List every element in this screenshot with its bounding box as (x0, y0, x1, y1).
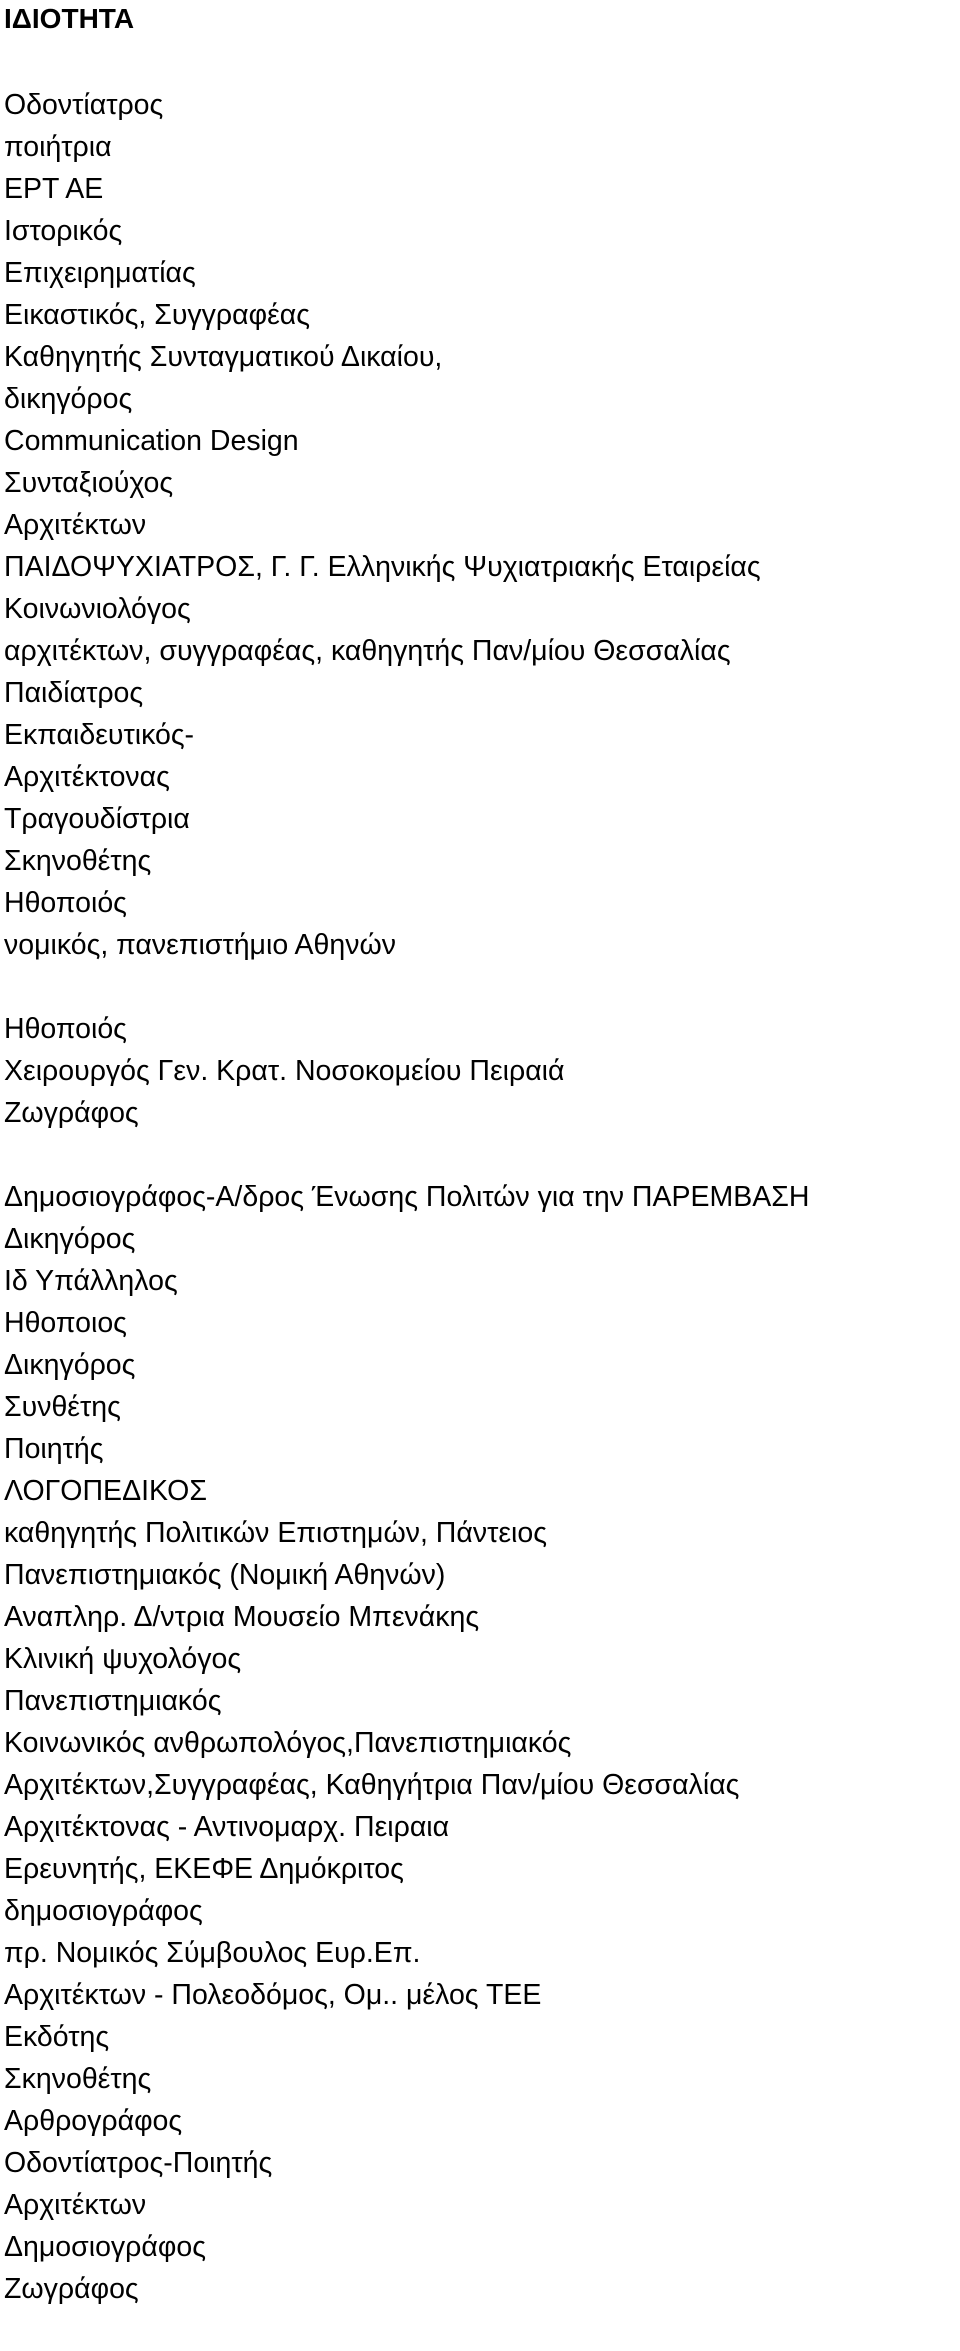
profession-entry: Επιχειρηματίας (4, 257, 196, 289)
profession-entry: Αρθρογράφος (4, 2105, 183, 2137)
blank-line (4, 966, 809, 1008)
column-heading: ΙΔΙΟΤΗΤΑ (4, 3, 135, 34)
profession-entry: Κλινική ψυχολόγος (4, 1643, 242, 1675)
profession-entry: αρχιτέκτων, συγγραφέας, καθηγητής Παν/μίου Θεσσαλίας (4, 635, 731, 667)
profession-entry: Παιδίατρος (4, 677, 144, 709)
profession-entry: Ηθοποιός (4, 887, 127, 919)
profession-entry: Δημοσιογράφος-Α/δρος Ένωσης Πολιτών για την ΠΑΡΕΜΒΑΣΗ (4, 1181, 810, 1213)
profession-entry: Αρχιτέκτων (4, 509, 147, 541)
profession-entry: Αρχιτέκτονας (4, 761, 170, 793)
profession-entry: ΠΑΙΔΟΨΥΧΙΑΤΡΟΣ, Γ. Γ. Ελληνικής Ψυχιατριακής Εταιρείας (4, 551, 761, 583)
profession-entry: νομικός, πανεπιστήμιο Αθηνών (4, 929, 396, 961)
profession-entry: καθηγητής Πολιτικών Επιστημών, Πάντειος (4, 1517, 547, 1549)
profession-entry: Οδοντίατρος (4, 89, 164, 121)
profession-entry: ΛΟΓΟΠΕΔΙΚΟΣ (4, 1475, 207, 1507)
profession-entry: Εκδότης (4, 2021, 110, 2053)
profession-entry: Ζωγράφος (4, 1097, 139, 1129)
profession-entry: Κοινωνικός ανθρωπολόγος,Πανεπιστημιακός (4, 1727, 572, 1759)
profession-entry: Εκπαιδευτικός- (4, 719, 195, 751)
profession-entry: Σκηνοθέτης (4, 2063, 152, 2095)
profession-entry: ΕΡΤ ΑΕ (4, 173, 104, 205)
profession-entry: Αναπληρ. Δ/ντρια Μουσείο Μπενάκης (4, 1601, 480, 1633)
profession-entry: Οδοντίατρος-Ποιητής (4, 2147, 273, 2179)
profession-entry: Χειρουργός Γεν. Κρατ. Νοσοκομείου Πειραιά (4, 1055, 565, 1087)
profession-entry: δημοσιογράφος (4, 1895, 203, 1927)
profession-entry: Δημοσιογράφος (4, 2231, 206, 2263)
profession-entry: Πανεπιστημιακός (4, 1685, 222, 1717)
profession-entry: Συνθέτης (4, 1391, 121, 1423)
profession-entry: Ηθοποιος (4, 1307, 127, 1339)
profession-entry: Αρχιτέκτων,Συγγραφέας, Καθηγήτρια Παν/μίου Θεσσαλίας (4, 1769, 740, 1801)
profession-entry: Κοινωνιολόγος (4, 593, 191, 625)
profession-entry: Τραγουδίστρια (4, 803, 190, 835)
profession-entry: Ζωγράφος (4, 2273, 139, 2305)
profession-entry: Δικηγόρος (4, 1349, 136, 1381)
profession-entry: Πανεπιστημιακός (Νομική Αθηνών) (4, 1559, 446, 1591)
profession-entry: Καθηγητής Συνταγματικού Δικαίου, (4, 341, 443, 373)
profession-entry: Αρχιτέκτονας - Αντινομαρχ. Πειραια (4, 1811, 450, 1843)
profession-entry: Communication Design (4, 425, 299, 457)
profession-entry: Ερευνητής, ΕΚΕΦΕ Δημόκριτος (4, 1853, 404, 1885)
profession-entry: Ιδ Υπάλληλος (4, 1265, 178, 1297)
profession-entry: Ηθοποιός (4, 1013, 127, 1045)
profession-entry: Εικαστικός, Συγγραφέας (4, 299, 311, 331)
profession-entry: ποιήτρια (4, 131, 112, 163)
profession-entry: Αρχιτέκτων - Πολεοδόμος, Ομ.. μέλος ΤΕΕ (4, 1979, 542, 2011)
profession-entry: Ποιητής (4, 1433, 104, 1465)
profession-entry: πρ. Νομικός Σύμβουλος Ευρ.Επ. (4, 1937, 421, 1969)
profession-entry: Δικηγόρος (4, 1223, 136, 1255)
profession-entry: δικηγόρος (4, 383, 133, 415)
profession-list (4, 84, 809, 2310)
blank-line (4, 1134, 809, 1176)
profession-entry: Ιστορικός (4, 215, 123, 247)
profession-entry: Σκηνοθέτης (4, 845, 152, 877)
profession-entry: Συνταξιούχος (4, 467, 174, 499)
profession-entry: Αρχιτέκτων (4, 2189, 147, 2221)
